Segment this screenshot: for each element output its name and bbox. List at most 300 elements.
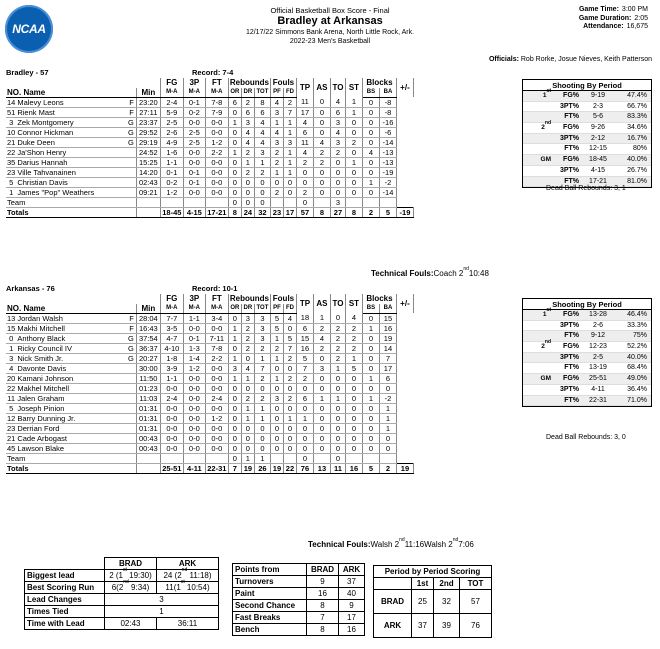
- stat-cell: 1: [313, 313, 330, 323]
- stat-cell: 4-11: [183, 463, 205, 473]
- stat-cell: 0: [345, 393, 362, 403]
- period-title: Period by Period Scoring: [374, 566, 492, 578]
- stat-cell: 0: [345, 443, 362, 453]
- player-position: [124, 413, 136, 423]
- stat-cell: 3: [330, 117, 345, 127]
- stat-cell: 0: [330, 373, 345, 383]
- shooting-row: [523, 331, 651, 342]
- player-name: Joseph Pinion: [16, 403, 124, 413]
- shooting-label: FT%: [564, 113, 579, 121]
- stat-cell: 0: [313, 107, 330, 117]
- shooting-pct: 33.3%: [627, 321, 647, 329]
- player-row: [6, 157, 430, 167]
- stat-cell: 0-0: [183, 403, 205, 413]
- player-position: F: [124, 97, 136, 107]
- points-from-row: [233, 600, 365, 612]
- stat-cell: [379, 197, 396, 207]
- player-position: [124, 373, 136, 383]
- period-value: 32: [434, 590, 460, 614]
- ba-header: BA: [379, 88, 396, 98]
- stat-cell: 1-1: [160, 373, 183, 383]
- plus-minus-header: +/-: [396, 294, 413, 313]
- stat-cell: 0-2: [160, 177, 183, 187]
- stat-cell: 0: [362, 137, 379, 147]
- stat-cell: 0-1: [183, 97, 205, 107]
- bradley-shooting-by-period: [522, 79, 652, 188]
- stat-cell: 1: [345, 97, 362, 107]
- stat-cell: 0: [228, 443, 241, 453]
- stat-cell: -19: [396, 207, 413, 217]
- points-from-table: [232, 563, 365, 636]
- stat-cell: 0-0: [205, 177, 228, 187]
- stat-cell: 5: [296, 353, 313, 363]
- stat-cell: 2: [241, 97, 254, 107]
- stat-cell: 0-0: [160, 383, 183, 393]
- stat-cell: 2: [313, 157, 330, 167]
- stat-cell: 11: [296, 97, 313, 107]
- stat-cell: [313, 453, 330, 463]
- sub-header: PF: [270, 88, 283, 98]
- stat-cell: 0: [254, 197, 270, 207]
- player-row: [6, 323, 430, 333]
- stat-cell: 0: [362, 127, 379, 137]
- player-number: 13: [7, 313, 16, 323]
- stat-cell: 7-8: [205, 97, 228, 107]
- stat-cell: 0: [228, 313, 241, 323]
- stat-cell: 2: [379, 463, 396, 473]
- points-from-row: [233, 576, 365, 588]
- tp-header: TP: [296, 78, 313, 97]
- stat-cell: 2-4: [160, 393, 183, 403]
- shooting-pct: 71.0%: [627, 396, 647, 404]
- game-time-label: Game Time:: [578, 6, 619, 13]
- period-table: [373, 565, 492, 638]
- player-number: 1: [6, 187, 16, 197]
- stat-cell: 1: [254, 353, 270, 363]
- stat-cell: 1: [362, 323, 379, 333]
- shooting-made-attempts: 12-23: [589, 343, 607, 351]
- player-name: Derrian Ford: [16, 423, 124, 433]
- stat-cell: 1-2: [205, 413, 228, 423]
- stat-cell: 0-0: [183, 433, 205, 443]
- stat-cell: 1-8: [160, 353, 183, 363]
- stat-cell: 1: [228, 353, 241, 363]
- shooting-row: [523, 120, 651, 134]
- stat-cell: 1: [241, 373, 254, 383]
- player-row: [6, 313, 430, 323]
- stat-cell: [379, 453, 396, 463]
- player-number: 45: [7, 443, 16, 453]
- arkansas-stats-table: [6, 294, 430, 474]
- stat-cell: 00:43: [136, 443, 160, 453]
- stat-cell: 2: [270, 157, 283, 167]
- period-1st-header: 1st: [412, 578, 434, 590]
- stat-cell: 0: [228, 403, 241, 413]
- player-number: 10: [7, 127, 16, 137]
- stat-cell: [313, 197, 330, 207]
- stat-cell: 25-51: [162, 463, 182, 473]
- summary-ark-header: ARK: [157, 558, 219, 570]
- stat-cell: 0: [241, 187, 254, 197]
- player-position: [124, 423, 136, 433]
- stat-cell: [362, 197, 379, 207]
- stat-cell: 3: [228, 363, 241, 373]
- player-number: 22: [7, 383, 16, 393]
- player-name: Makhi Mitchell: [16, 323, 124, 333]
- stat-cell: [283, 197, 296, 207]
- stat-cell: 0: [330, 313, 345, 323]
- stat-cell: 5: [345, 363, 362, 373]
- stat-cell: 0: [345, 423, 362, 433]
- stat-cell: 0: [313, 403, 330, 413]
- player-name: Zek Montgomery: [16, 117, 124, 127]
- stat-cell: 0: [254, 177, 270, 187]
- officials-label: Officials:: [488, 56, 519, 63]
- ncaa-logo: NCAA: [5, 5, 53, 53]
- shooting-row: [523, 134, 651, 145]
- stat-cell: 1: [270, 373, 283, 383]
- stat-cell: 1: [270, 167, 283, 177]
- stat-cell: 4: [296, 117, 313, 127]
- stat-cell: 36:37: [136, 343, 160, 353]
- stat-cell: 6: [228, 97, 241, 107]
- plus-minus-header: +/-: [396, 78, 413, 97]
- stat-cell: 1: [254, 157, 270, 167]
- player-row: [6, 127, 430, 137]
- stat-cell: 1: [228, 117, 241, 127]
- player-row: [6, 147, 430, 157]
- stat-cell: 0: [228, 187, 241, 197]
- player-position: G: [124, 353, 136, 363]
- stat-cell: 0: [330, 187, 345, 197]
- game-header: [200, 6, 460, 46]
- shooting-period: [523, 166, 551, 176]
- stat-cell: 2: [313, 147, 330, 157]
- player-number: 3: [6, 117, 16, 127]
- stat-cell: -14: [379, 187, 396, 197]
- sub-header: FD: [283, 88, 296, 98]
- stat-cell: 0: [270, 413, 283, 423]
- to-header: TO: [330, 78, 345, 97]
- shooting-made-attempts: 18-45: [589, 156, 607, 164]
- points-from-label: Paint: [233, 588, 307, 600]
- player-number: 51: [7, 107, 16, 117]
- stat-cell: 0-0: [183, 413, 205, 423]
- stat-cell: [283, 453, 296, 463]
- points-value: 9: [307, 576, 339, 588]
- period-row: [374, 590, 492, 614]
- player-row: [6, 423, 430, 433]
- stat-cell: 2: [241, 333, 254, 343]
- player-position: [124, 157, 136, 167]
- stat-cell: 0-0: [160, 403, 183, 413]
- player-position: [124, 443, 136, 453]
- stat-cell: 5: [283, 333, 296, 343]
- stat-cell: 0: [241, 423, 254, 433]
- shooting-made-attempts: 9-26: [590, 124, 605, 132]
- shooting-pct: 52.2%: [627, 343, 647, 351]
- stat-cell: 0-0: [205, 117, 228, 127]
- season-line: 2022-23 Men's Basketball: [289, 38, 371, 45]
- stat-cell: 2-5: [183, 127, 205, 137]
- stat-cell: [160, 453, 183, 463]
- stat-cell: 1: [283, 157, 296, 167]
- shooting-row: [523, 339, 651, 353]
- player-number: 0: [6, 333, 16, 343]
- summary-brad-header: BRAD: [105, 558, 157, 570]
- stat-cell: -16: [379, 117, 396, 127]
- points-from-label: Bench: [233, 624, 307, 636]
- player-position: [124, 167, 136, 177]
- stat-cell: 0-0: [183, 373, 205, 383]
- player-position: [124, 147, 136, 157]
- points-value: 40: [339, 588, 365, 600]
- stat-cell: 0: [345, 403, 362, 413]
- stat-cell: 0-0: [183, 383, 205, 393]
- stat-cell: 2: [330, 323, 345, 333]
- stat-cell: [160, 197, 183, 207]
- sub-header: OR: [228, 304, 241, 314]
- stat-cell: 3: [254, 333, 270, 343]
- game-duration: 2:05: [634, 14, 648, 22]
- stat-cell: 4-7: [160, 333, 183, 343]
- player-position: [124, 177, 136, 187]
- player-row: [6, 167, 430, 177]
- stat-cell: [345, 453, 362, 463]
- shooting-label: FT%: [564, 177, 579, 185]
- stat-cell: 3: [254, 313, 270, 323]
- stat-cell: 2: [283, 373, 296, 383]
- points-value: 8: [307, 624, 339, 636]
- stat-cell: 0: [228, 137, 241, 147]
- stat-cell: 2: [283, 393, 296, 403]
- stat-cell: -13: [379, 147, 396, 157]
- shooting-row: [523, 353, 651, 364]
- stat-cell: 1: [296, 413, 313, 423]
- sub-header: M-A: [183, 88, 205, 98]
- stat-cell: 15: [379, 313, 396, 323]
- stat-cell: 0: [362, 343, 379, 353]
- stat-cell: 0: [283, 177, 296, 187]
- stat-cell: 0: [241, 443, 254, 453]
- stat-cell: 28:04: [136, 313, 160, 323]
- period-scoring: [373, 565, 492, 638]
- stat-cell: 0-0: [205, 443, 228, 453]
- stat-cell: 1-2: [183, 363, 205, 373]
- player-position: G: [124, 333, 136, 343]
- stat-cell: 0: [330, 167, 345, 177]
- points-value: 37: [339, 576, 365, 588]
- stat-cell: 0: [345, 413, 362, 423]
- player-row: [6, 393, 430, 403]
- stat-cell: 0: [330, 413, 345, 423]
- player-row: [6, 363, 430, 373]
- stat-cell: 0: [283, 433, 296, 443]
- stat-cell: 11:50: [136, 373, 160, 383]
- min-header: Min: [136, 88, 160, 98]
- stat-cell: 0-1: [183, 333, 205, 343]
- stat-cell: 0: [241, 197, 254, 207]
- stat-cell: 0: [270, 383, 283, 393]
- stat-cell: 16:43: [136, 323, 160, 333]
- 3p-header: 3P: [183, 294, 205, 304]
- summary-value: 11(1st 10:54): [157, 582, 219, 594]
- stat-cell: 19: [379, 333, 396, 343]
- stat-cell: 0: [362, 383, 379, 393]
- shooting-pct: 36.4%: [627, 385, 647, 393]
- stat-cell: 0: [296, 197, 313, 207]
- sub-header: DR: [241, 304, 254, 314]
- stat-cell: 0: [270, 433, 283, 443]
- stat-cell: 0: [283, 363, 296, 373]
- game-summary: [24, 557, 219, 630]
- no-name-header: NO. Name: [6, 304, 124, 314]
- stat-cell: 4-15: [183, 207, 205, 217]
- stat-cell: 0: [362, 187, 379, 197]
- sub-header: PF: [270, 304, 283, 314]
- shooting-pct: 26.7%: [627, 166, 647, 174]
- stat-cell: 2-5: [160, 117, 183, 127]
- no-name-header: NO. Name: [6, 88, 124, 98]
- stat-cell: 0-0: [205, 373, 228, 383]
- shooting-period: 2nd: [541, 120, 551, 132]
- stat-cell: 0-0: [183, 323, 205, 333]
- stat-cell: 19: [270, 463, 283, 473]
- stat-cell: 2-6: [160, 127, 183, 137]
- stat-cell: 19: [396, 463, 413, 473]
- team-row: [6, 197, 430, 207]
- officials-line: [489, 56, 652, 63]
- stat-cell: 01:31: [136, 403, 160, 413]
- stat-cell: 4: [254, 137, 270, 147]
- points-ark-header: ARK: [339, 564, 365, 576]
- shooting-row: [523, 307, 651, 321]
- shooting-title: Shooting By Period: [523, 299, 651, 310]
- stat-cell: 0: [362, 107, 379, 117]
- summary-value: 6(2nd 9:34): [105, 582, 157, 594]
- stat-cell: 0: [345, 373, 362, 383]
- stat-cell: 3: [254, 147, 270, 157]
- player-name: Ricky Council IV: [16, 343, 124, 353]
- stat-cell: [345, 197, 362, 207]
- stat-cell: 2: [330, 147, 345, 157]
- totals-label: Totals: [6, 463, 124, 473]
- stat-cell: 0: [283, 383, 296, 393]
- box-score-subtitle: Official Basketball Box Score - Final: [270, 6, 390, 15]
- stat-cell: 7-11: [205, 333, 228, 343]
- matchup-title: Bradley at Arkansas: [277, 15, 383, 27]
- player-number: 12: [7, 413, 16, 423]
- player-position: G: [124, 343, 136, 353]
- summary-label: Times Tied: [25, 606, 105, 618]
- stat-cell: -19: [379, 167, 396, 177]
- stat-cell: 26: [254, 463, 270, 473]
- shooting-title: Shooting By Period: [523, 80, 651, 91]
- stat-cell: 1: [330, 393, 345, 403]
- stat-cell: 1: [283, 117, 296, 127]
- stat-cell: 0: [345, 147, 362, 157]
- shooting-period: GM: [540, 156, 551, 164]
- stat-cell: 2: [345, 137, 362, 147]
- player-row: [6, 413, 430, 423]
- stat-cell: 0: [270, 423, 283, 433]
- totals-row: [6, 463, 430, 473]
- stat-cell: 0: [296, 403, 313, 413]
- stat-cell: 2: [241, 323, 254, 333]
- points-value: 16: [339, 624, 365, 636]
- stat-cell: 0: [313, 373, 330, 383]
- stat-cell: 0: [379, 443, 396, 453]
- stat-cell: 4: [330, 127, 345, 137]
- stat-cell: 0-0: [205, 433, 228, 443]
- stat-cell: 0: [345, 187, 362, 197]
- stat-cell: 1: [228, 147, 241, 157]
- shooting-pct: 81.0%: [627, 177, 647, 185]
- shooting-row: [523, 88, 651, 102]
- stat-cell: 0-0: [205, 157, 228, 167]
- player-name: Duke Deen: [16, 137, 124, 147]
- stat-cell: 1: [379, 413, 396, 423]
- stat-cell: 0: [254, 433, 270, 443]
- player-row: [6, 137, 430, 147]
- stat-cell: 0: [254, 187, 270, 197]
- stat-cell: [205, 197, 228, 207]
- shooting-row: [523, 144, 651, 155]
- stat-cell: 0-0: [205, 323, 228, 333]
- player-position: [124, 383, 136, 393]
- as-header: AS: [313, 78, 330, 97]
- summary-value: 2 (1st 19:30): [105, 570, 157, 582]
- shooting-label: FG%: [563, 156, 579, 164]
- shooting-made-attempts: 22-31: [589, 396, 607, 404]
- stat-cell: 2: [345, 333, 362, 343]
- stat-cell: 2-2: [205, 147, 228, 157]
- stat-cell: 0: [228, 383, 241, 393]
- st-header: ST: [345, 78, 362, 97]
- stat-cell: 3: [330, 197, 345, 207]
- shooting-made-attempts: 4-15: [590, 166, 605, 174]
- stat-cell: 0: [313, 423, 330, 433]
- stat-cell: 27:11: [136, 107, 160, 117]
- stat-cell: 17: [283, 207, 296, 217]
- player-row: [6, 107, 430, 117]
- player-row: [6, 403, 430, 413]
- period-row: [374, 614, 492, 638]
- stat-cell: 5: [270, 313, 283, 323]
- stat-cell: 0: [241, 383, 254, 393]
- duration-label: Game Duration:: [578, 14, 632, 22]
- stat-cell: 2: [330, 353, 345, 363]
- stat-cell: 5: [362, 463, 379, 473]
- stat-cell: 16: [345, 463, 362, 473]
- shooting-pct: 68.4%: [627, 364, 647, 372]
- stat-cell: 2: [254, 167, 270, 177]
- totals-row: [6, 207, 430, 217]
- stat-cell: 0-0: [183, 187, 205, 197]
- stat-cell: 5-9: [160, 107, 183, 117]
- stat-cell: 1: [270, 333, 283, 343]
- stat-cell: 7: [296, 363, 313, 373]
- shooting-period: [523, 144, 551, 154]
- stat-cell: 5: [379, 207, 396, 217]
- stat-cell: 2: [283, 97, 296, 107]
- shooting-period: GM: [540, 375, 551, 383]
- stat-cell: 0: [228, 343, 241, 353]
- player-position: G: [124, 137, 136, 147]
- stat-cell: 2-4: [205, 393, 228, 403]
- stat-cell: 1: [254, 413, 270, 423]
- shooting-row: [523, 396, 651, 407]
